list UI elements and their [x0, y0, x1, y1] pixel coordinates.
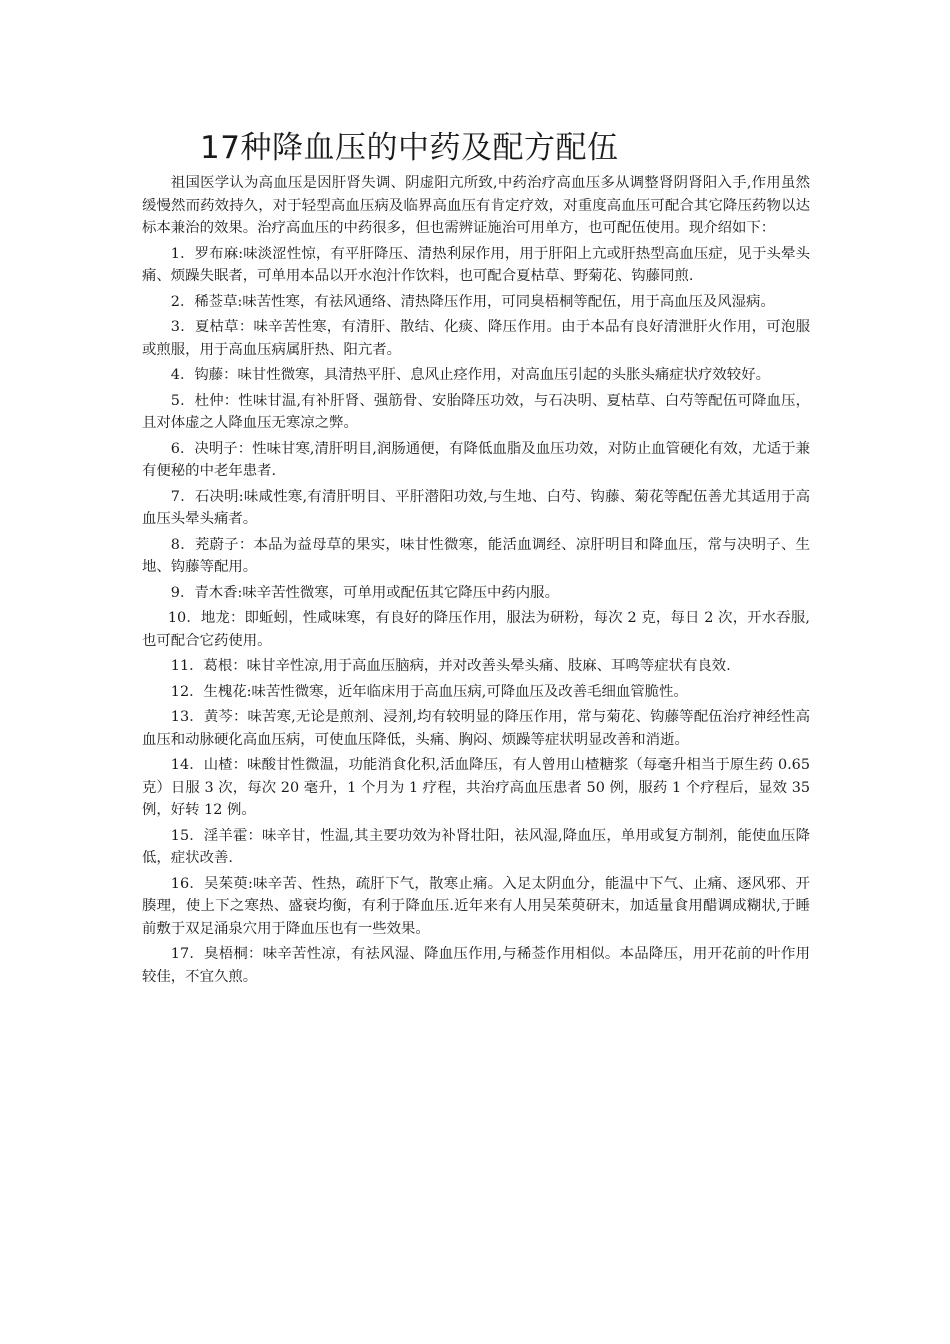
herb-item-6: 6．决明子：性味甘寒,清肝明目,润肠通便，有降低血脂及血压功效，对防止血管硬化有效，尤适于兼有便秘的中老年患者. [142, 440, 810, 479]
herb-item-10: 10．地龙：即蚯蚓，性咸味寒，有良好的降压作用，服法为研粉，每次 2 克，每日 2 次，开水吞服,也可配合它药使用。 [142, 610, 810, 649]
herb-item-15: 15．淫羊霍：味辛甘，性温,其主要功效为补肾壮阳，祛风湿,降血压，单用或复方制剂，能使血压降低，症状改善. [142, 827, 810, 866]
document-title: 17种降血压的中药及配方配伍 [200, 130, 619, 166]
herb-item-7: 7．石决明:味咸性寒,有清肝明目、平肝潜阳功效,与生地、白芍、钩藤、菊花等配伍善尤其适用于高血压头晕头痛者。 [142, 488, 810, 527]
herb-item-4: 4．钩藤：味甘性微寒，具清热平肝、息风止痉作用，对高血压引起的头胀头痛症状疗效较好。 [170, 367, 770, 383]
herb-item-2: 2．稀莶草:味苦性寒，有祛风通络、清热降压作用，可同臭梧桐等配伍，用于高血压及风湿病。 [170, 293, 775, 310]
herb-item-13: 13．黄芩：味苦寒,无论是煎剂、浸剂,均有较明显的降压作用，常与菊花、钩藤等配伍治疗神经性高血压和动脉硬化高血压病，可使血压降低，头痛、胸闷、烦躁等症状明显改善和消逝。 [142, 709, 810, 748]
herb-item-8: 8．茺蔚子：本品为益母草的果实，味甘性微寒，能活血调经、凉肝明目和降血压，常与决明子、生地、钩藤等配用。 [142, 536, 810, 575]
herb-item-5: 5．杜仲：性味甘温,有补肝肾、强筋骨、安胎降压功效，与石决明、夏枯草、白芍等配伍可降血压，且对体虚之人降血压无寒凉之弊。 [142, 392, 810, 431]
herb-item-14: 14．山楂：味酸甘性微温，功能消食化积,活血降压，有人曾用山楂糖浆（每毫升相当于原生药 0.65 克）日服 3 次，每次 20 毫升，1 个月为 1 疗程，共治疗高血压患者 50 例，服药 1 个疗程后，显效 35 例，好转 12 例。 [142, 757, 810, 818]
herb-item-11: 11．葛根：味甘辛性凉,用于高血压脑病，并对改善头晕头痛、肢麻、耳鸣等症状有良效. [170, 658, 731, 674]
herb-item-16: 16．吴茱萸:味辛苦、性热，疏肝下气，散寒止痛。入足太阴血分，能温中下气、止痛、逐风邪、开腠理，使上下之寒热、盛衰均衡，有利于降血压.近年来有人用吴茱萸研末，加适量食用醋调成糊状,于睡前敷于双足涌泉穴用于降血压也有一些效果。 [142, 875, 810, 937]
document-body [142, 172, 810, 991]
herb-item-9: 9．青木香:味辛苦性微寒，可单用或配伍其它降压中药内服。 [170, 584, 559, 601]
herb-item-3: 3．夏枯草：味辛苦性寒，有清肝、散结、化痰、降压作用。由于本品有良好清泄肝火作用，可泡服或煎服，用于高血压病属肝热、阳亢者。 [142, 319, 810, 358]
herb-item-1: 1．罗布麻:味淡涩性惊，有平肝降压、清热利尿作用，用于肝阳上亢或肝热型高血压症，见于头晕头痛、烦躁失眠者，可单用本品以开水泡汁作饮料，也可配合夏枯草、野菊花、钩藤同煎. [142, 245, 810, 284]
herb-item-17: 17．臭梧桐：味辛苦性凉，有祛风湿、降血压作用,与稀莶作用相似。本品降压，用开花前的叶作用较佳，不宜久煎。 [142, 946, 810, 985]
intro-paragraph: 祖国医学认为高血压是因肝肾失调、阴虚阳亢所致,中药治疗高血压多从调整肾阴肾阳入手,作用虽然缓慢然而药效持久，对于轻型高血压病及临界高血压有肯定疗效，对重度高血压可配合其它降压药物以达标本兼治的效果。治疗高血压的中药很多，但也需辨证施治可用单方，也可配伍使用。现介绍如下： [142, 175, 810, 236]
herb-item-12: 12．生槐花:味苦性微寒，近年临床用于高血压病,可降血压及改善毛细血管脆性。 [170, 683, 688, 700]
